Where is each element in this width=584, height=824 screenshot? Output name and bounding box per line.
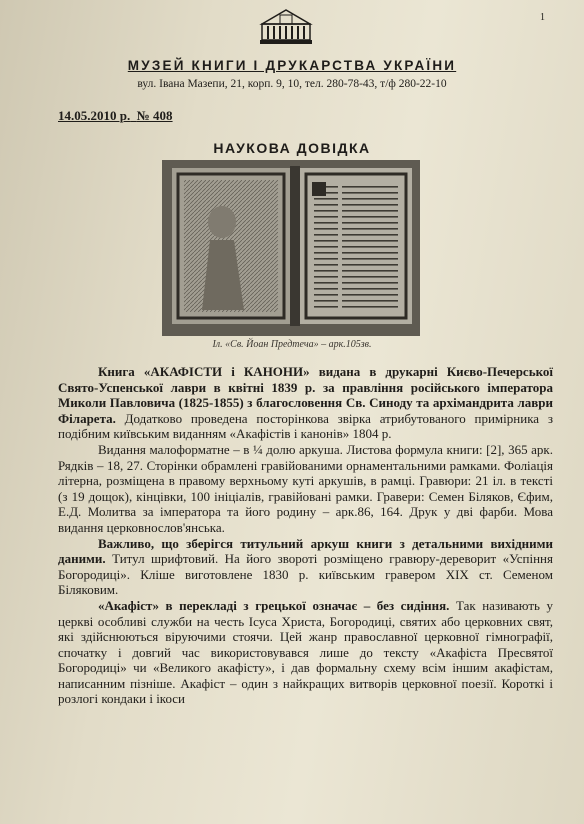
document-number: № 408 — [136, 108, 173, 123]
paragraph-4 — [58, 598, 553, 707]
museum-building-logo-icon — [258, 6, 314, 46]
paragraph-1-rest: Додатково проведена посторінкова звірка атрибутованого примірника з подібним київським виданням «Акафістів і канонів» 1804 р. — [58, 410, 553, 442]
paragraph-4-bold: «Акафіст» в перекладі з грецької означає – без сидіння. — [98, 597, 450, 613]
paragraph-4-rest: Так називають у церкві особливі служби на честь Ісуса Христа, Богородиці, святих або церковних свят, які здійснюються віруючими стоячи. Цей жанр православної церковної гімнографії, спочатку і довгий час використовувався лише до тексту «Акафіста Пресвятої Богородиці» чи «Великого акафісту», і дав формальну схему всім іншим акафістам, написанним пізніше. Акафіст – один з найкращих витворів церковної поезії. Короткі і розлогі кондаки і ікоси — [58, 597, 553, 707]
document-title: НАУКОВА ДОВІДКА — [213, 140, 371, 156]
paragraph-2: Видання малоформатне – в ¼ долю аркуша. Листова формула книги: [2], 365 арк. Рядків – 18, 27. Сторінки обрамлені гравійованими орнаментальними рамками. Фоліація літерна, розміщена в правому верхньому куті аркушів, в рамці. Гравюри: 21 іл. в тексті (з 19 дощок), кінцівки, 100 ініціалів, гравійовані рамки. Гравери: Семен Біляков, Єфим, Е.Д. Молитва за імператора та його родину – арк.86, 164. Друк у дві фарби. Мова видання церковнослов'янська. — [58, 441, 553, 535]
paragraph-1-bold: «АКАФІСТИ і КАНОНИ» видана в друкарні Києво-Печерської Свято-Успенської лаври в квітні 1839 р. за правління російського імператора Миколи Павловича (1825-1855) з благословення Св. Синоду та архімандрита лаври Філарета. — [58, 364, 553, 426]
illustration-caption: Іл. «Св. Йоан Предтеча» – арк.105зв. — [212, 339, 372, 350]
museum-address: вул. Івана Мазепи, 21, корп. 9, 10, тел. 280-78-43, т/ф 280-22-10 — [137, 78, 447, 90]
document-body — [58, 364, 553, 707]
museum-name: МУЗЕЙ КНИГИ І ДРУКАРСТВА УКРАЇНИ — [127, 58, 457, 73]
book-photo — [162, 160, 420, 336]
paragraph-3-bold: Важливо, що зберігся титульний аркуш книги з детальними вихідними даними. — [58, 535, 553, 567]
page-number: 1 — [540, 12, 545, 23]
paragraph-3-rest: Титул шрифтовий. На його звороті розміщено гравюру-дереворит «Успіння Богородиці». Кліше виготовлене 1830 р. київським гравером XIX ст. Семеном Біляковим. — [58, 551, 553, 598]
paragraph-1-intro: Книга — [98, 364, 144, 379]
document-reference — [58, 108, 173, 124]
paragraph-3 — [58, 536, 553, 598]
paragraph-1 — [58, 364, 553, 442]
document-date: 14.05.2010 р. — [58, 108, 131, 123]
